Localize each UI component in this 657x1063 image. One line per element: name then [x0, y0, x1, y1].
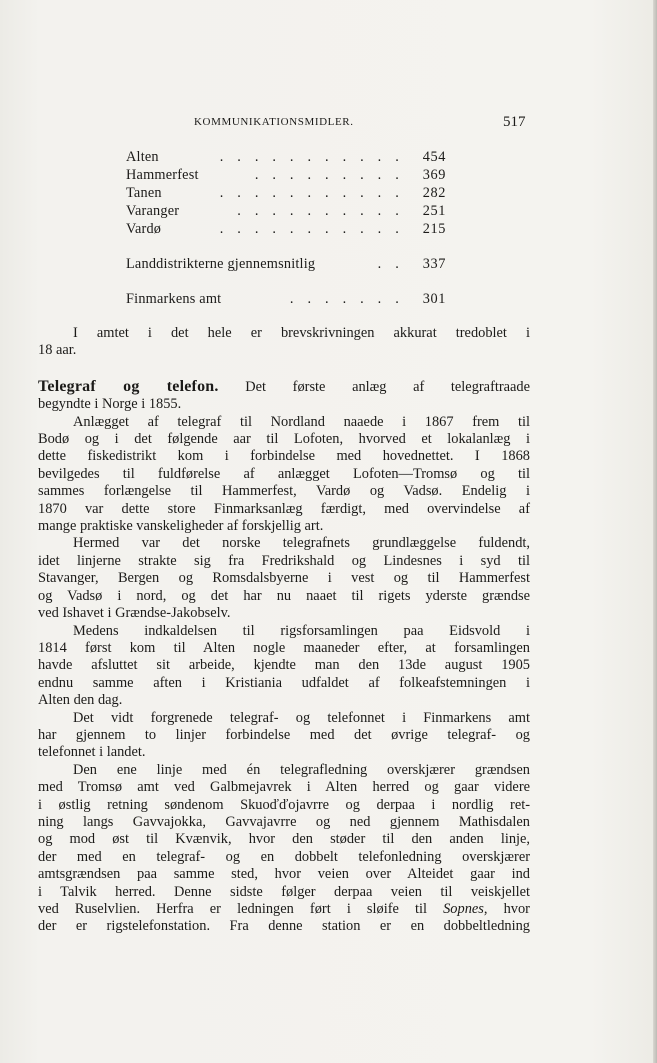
stats-average-row	[126, 255, 456, 273]
body-text	[38, 325, 530, 936]
text-line: Anlægget af telegraf til Nordland naaede i 1867 frem til	[73, 413, 530, 430]
page-edge	[653, 0, 657, 1063]
text-line: der med en telegraf- og en dobbelt telefonledning overskjærer	[38, 848, 530, 865]
text-line: I amtet i det hele er brevskrivningen akkurat tredoblet i	[73, 325, 530, 341]
stats-row	[126, 148, 456, 166]
text-line: ning langs Gavvajokka, Gavvajavrre og ned gjennem Mathisdalen	[38, 813, 530, 830]
text-line: sammes forlængelse til Hammerfest, Vardø og Vadsø. Endelig i	[38, 483, 530, 500]
text-line: idet linjerne strakte sig fra Fredrikshald og Lindesnes i syd til	[38, 552, 530, 569]
heading-continuation: Det første anlæg af telegraftraade	[218, 378, 531, 395]
district-value: 251	[422, 203, 446, 219]
average-value: 337	[422, 256, 446, 272]
section-heading: Telegraf og telefon.	[38, 377, 219, 395]
district-value: 215	[422, 221, 446, 237]
text-line	[38, 901, 530, 918]
text-line: havde afsluttet sit arbeide, kjendte man den 13de august 1905	[38, 657, 530, 674]
text-line: Medens indkaldelsen til rigsforsamlingen paa Eidsvold i	[73, 622, 530, 639]
district-label: Vardø	[126, 221, 162, 237]
district-label: Tanen	[126, 185, 162, 201]
text-line: bevilgedes til fuldførelse af anlægget Lofoten—Tromsø og til	[38, 465, 530, 482]
text-line: og mod øst til Kvænvik, hvor den støder til den anden linje,	[38, 831, 530, 848]
running-head	[0, 114, 657, 132]
text-line: mange praktiske vanskeligheder af forskjellig art.	[38, 518, 324, 535]
page-number: 517	[503, 114, 526, 130]
leader-dots: . . . . . . . . . . .	[219, 149, 404, 165]
statistics-table	[126, 148, 456, 308]
text-line: Bodø og i det følgende aar til Lofoten, hvorved et lokalanlæg i	[38, 431, 530, 448]
text-line: der er rigstelefonstation. Fra denne station er en dobbeltledning	[38, 918, 530, 935]
text-line: i østlig retning søndenom Skuoďďojavrre og derpaa i nordlig ret-	[38, 796, 530, 813]
average-label: Landdistrikterne gjennemsnitlig	[126, 256, 316, 272]
leader-dots: . . . . . . . . .	[254, 167, 404, 183]
text-line: begyndte i Norge i 1855.	[38, 396, 182, 413]
leader-dots: . .	[377, 256, 404, 272]
district-value: 282	[422, 185, 446, 201]
stats-row	[126, 166, 456, 184]
text-line: med Tromsø amt ved Galbmejavrek i Alten herred og gaar videre	[38, 779, 530, 796]
county-value: 301	[422, 291, 446, 307]
text-line: Det vidt forgrenede telegraf- og telefonnet i Finmarkens amt	[73, 709, 530, 726]
text-line: 1814 først kom til Alten nogle maaneder efter, at forsamlingen	[38, 639, 530, 656]
district-label: Alten	[126, 149, 159, 165]
stats-row	[126, 202, 456, 220]
text-line: Alten den dag.	[38, 692, 123, 709]
text-line: dette fiskedistrikt kom i forbindelse med hovednettet. I 1868	[38, 448, 530, 465]
leader-dots: . . . . . . .	[289, 291, 404, 307]
stats-county-row	[126, 290, 456, 308]
text-line: endnu samme aften i Kristiania udfaldet af folkeafstemningen i	[38, 674, 530, 691]
text-line: har gjennem to linjer forbindelse med det øvrige telegraf- og	[38, 726, 530, 743]
leader-dots: . . . . . . . . . . .	[219, 221, 404, 237]
text-fragment: ved Ruselvlien. Herfra er ledningen ført i sløife til	[38, 901, 427, 917]
running-title: KOMMUNIKATIONSMIDLER.	[194, 116, 354, 128]
stats-row	[126, 184, 456, 202]
place-name: Sopnes	[443, 901, 484, 917]
text-fragment: , hvor	[483, 901, 530, 917]
text-line: 18 aar.	[38, 342, 77, 359]
district-label: Varanger	[126, 203, 180, 219]
text-line: og Vadsø i nord, og det har nu naaet til rigets yderste grændse	[38, 587, 530, 604]
text-line: 1870 var dette store Finmarksanlæg færdigt, med overvindelse af	[38, 500, 530, 517]
text-line: i Talvik herred. Denne sidste følger derpaa veien til veiskjellet	[38, 883, 530, 900]
leader-dots: . . . . . . . . . . .	[219, 185, 404, 201]
text-line: amtsgrændsen paa samme sted, hvor veien over Alteidet gaar ind	[38, 866, 530, 883]
stats-row	[126, 220, 456, 238]
leader-dots: . . . . . . . . . .	[237, 203, 404, 219]
district-label: Hammerfest	[126, 167, 199, 183]
district-value: 454	[422, 149, 446, 165]
text-line: ved Ishavet i Grændse-Jakobselv.	[38, 605, 231, 622]
text-line: Hermed var det norske telegrafnets grundlæggelse fuldendt,	[73, 535, 530, 552]
district-value: 369	[422, 167, 446, 183]
text-line: Stavanger, Bergen og Romsdalsbyerne i vest og til Hammerfest	[38, 570, 530, 587]
county-label: Finmarkens amt	[126, 291, 222, 307]
text-line: Den ene linje med én telegrafledning overskjærer grændsen	[73, 761, 530, 778]
section-heading-line	[38, 378, 530, 396]
text-line: telefonnet i landet.	[38, 744, 146, 761]
